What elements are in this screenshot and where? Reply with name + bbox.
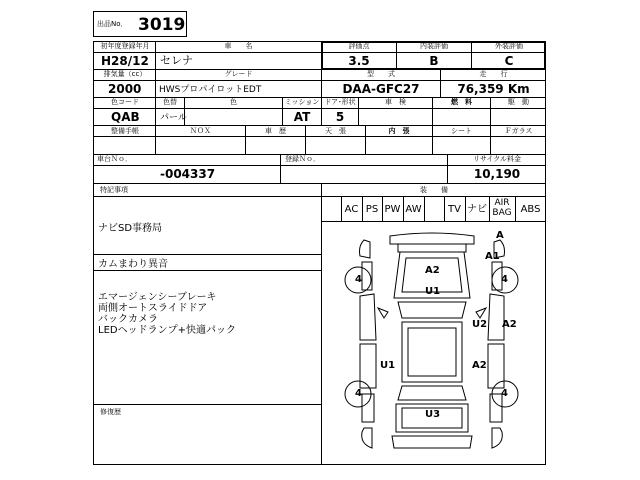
- notes-label: 特記事項: [100, 186, 128, 194]
- interior-trim-label: 内 張: [388, 127, 410, 135]
- repair-history-label: 修復歴: [100, 408, 121, 416]
- damage-left-rear: U1: [380, 360, 396, 371]
- color-label: 色: [230, 98, 237, 106]
- doors: 5: [335, 110, 345, 124]
- seat-label: シート: [451, 127, 472, 135]
- note-line-2: カムまわり異音: [98, 259, 168, 270]
- chassis-number: -004337: [160, 167, 216, 181]
- interior-grade: B: [429, 54, 439, 68]
- car-damage-diagram: [322, 222, 545, 464]
- sunroof-label: 天 張: [325, 127, 346, 135]
- first-registration: H28/12: [101, 54, 149, 68]
- damage-hood-u: U1: [425, 286, 441, 297]
- damage-front-right: A1: [485, 251, 500, 262]
- score-label: 評価点: [348, 42, 370, 50]
- drive-label: 駆 動: [508, 98, 529, 106]
- history-label: 車 歴: [265, 127, 286, 135]
- displacement: 2000: [108, 82, 142, 96]
- tire-fr-tread: 4: [501, 274, 508, 285]
- note-line-1: ナビSD事務局: [98, 223, 163, 234]
- evaluation-score: 3.5: [348, 54, 370, 68]
- year-label: 初年度登録年月: [100, 42, 150, 50]
- manual-label: 整備手帳: [111, 127, 139, 135]
- car-name: セレナ: [160, 54, 193, 67]
- lot-number-label: 出品No．: [97, 20, 128, 28]
- mileage: 76,359 Km: [457, 82, 530, 96]
- equipment-airbag: AIR BAG: [492, 198, 512, 218]
- note-line-3: エマージェンシーブレーキ: [98, 292, 217, 303]
- color: パール: [160, 113, 187, 123]
- equipment-label: 装 備: [420, 186, 448, 194]
- recycle-fee: 10,190: [473, 167, 521, 181]
- exterior-grade: C: [504, 54, 514, 68]
- note-line-5: バックカメラ: [98, 314, 158, 325]
- damage-right-door-u: U2: [472, 319, 488, 330]
- tire-rr-tread: 4: [501, 388, 508, 399]
- lot-number: 3019: [138, 15, 186, 35]
- color-code: QAB: [111, 110, 140, 124]
- lot-number-box: [93, 11, 187, 37]
- equipment-tv: TV: [448, 204, 461, 215]
- damage-right-rear: A2: [472, 360, 487, 371]
- tire-rl-tread: 4: [355, 388, 362, 399]
- recycle-label: リサイクル料金: [472, 155, 522, 163]
- damage-rear: U3: [425, 409, 441, 420]
- color-change-label: 色替: [163, 98, 177, 106]
- mission-label: ミッション: [284, 98, 320, 106]
- equipment-navi: ナビ: [467, 204, 487, 215]
- fuel-label: 燃 料: [451, 98, 472, 106]
- exterior-grade-label: 外装評価: [495, 42, 523, 50]
- registration-label: 登録Ｎｏ．: [285, 155, 320, 163]
- note-line-6: LEDヘッドランプ+快適パック: [98, 325, 236, 336]
- damage-hood-a: A2: [425, 265, 440, 276]
- model-code: DAA-GFC27: [342, 82, 420, 96]
- interior-grade-label: 内装評価: [420, 42, 448, 50]
- mileage-label: 走 行: [479, 70, 508, 78]
- equipment-aw: AW: [405, 204, 422, 215]
- grade: HWSプロパイロットEDT: [159, 85, 262, 95]
- equipment-pw: PW: [384, 204, 401, 215]
- doors-label: ドア･形状: [324, 98, 356, 106]
- damage-front-bumper: A: [496, 230, 504, 241]
- mission: AT: [293, 110, 311, 124]
- model-label: 型 式: [367, 70, 395, 78]
- equipment-ps: PS: [365, 204, 379, 215]
- nox-label: ＮＯＸ: [190, 127, 211, 135]
- displacement-label: 排気量（cc）: [103, 70, 147, 78]
- car-name-label: 車 名: [224, 42, 253, 50]
- tire-fl-tread: 4: [355, 274, 362, 285]
- equipment-abs: ABS: [520, 204, 541, 215]
- color-code-label: 色コード: [111, 98, 139, 106]
- grade-label: グレード: [224, 70, 253, 78]
- note-line-4: 両側オートスライドドア: [98, 303, 208, 314]
- inspection-label: 車 検: [385, 98, 406, 106]
- chassis-label: 車台Ｎｏ．: [97, 155, 132, 163]
- damage-right-door-a: A2: [502, 319, 517, 330]
- equipment-ac: AC: [344, 204, 359, 215]
- glass-label: Ｆガラス: [504, 127, 533, 135]
